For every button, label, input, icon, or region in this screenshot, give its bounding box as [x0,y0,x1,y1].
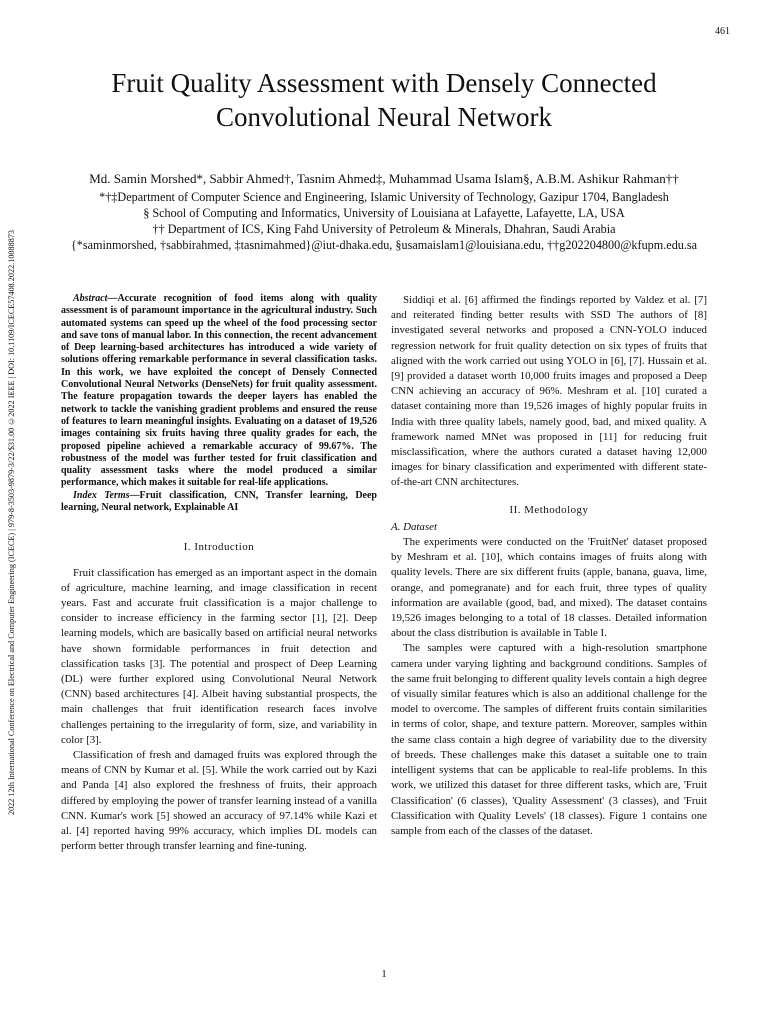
affiliation-2: § School of Computing and Informatics, University of Louisiana at Lafayette, Lafayette, LA, USA [143,206,625,220]
side-doi-identifier: 2022 12th International Conference on Electrical and Computer Engineering (ICECE) | 979-8-3503-9879-3/22/$31.00 ©2022 IEEE | DOI: 10.1109/ICECE57408.2022.10088873 [7,230,16,816]
abstract [61,293,377,490]
methodology-heading: II. Methodology [509,503,589,516]
related-work-paragraph: Siddiqi et al. [6] affirmed the findings reported by Valdez et al. [7] and reiterated finding better results with SSD The authors of [8] investigated several networks and proposed a CNN-YOLO induced regression network for fruit quality detection on six types of fruits that aligned with the work carried out using YOLO in [6], [7]. Hussain et al. [9] provided a dataset worth 10,000 fruits images and proposed a Deep CNN achieving an accuracy of 96%. Meshram et al. [10] curated a dataset containing more than 19,526 images of highly popular fruits in India with three quality labels, namely good, bad, and mixed quality. A framework named MNet was proposed in [11] for reducing fruit misclassification, where the authors curated a dataset having 12,000 images for binary classification and experimented with different state-of-the-art CNN architectures. [391,294,707,489]
abstract-label: Abstract [73,293,108,304]
intro-paragraph-2: Classification of fresh and damaged fruits was explored through the means of CNN by Kumar et al. [5]. While the work carried out by Kazi and Panda [4] also explored the freshness of fruits, their approach differed by employing the power of transfer learning instead of a vanilla CNN. Kumar's work [5] showed an accuracy of 97.14% while Kazi et al. [4] reported having 99% accuracy, which implies DL models can perform better through transfer learning and fine-tuning. [61,748,377,853]
index-terms-text: —Fruit classification, CNN, Transfer learning, Deep learning, Neural network, Explainable AI [61,489,377,514]
left-column [61,293,377,854]
author-emails: {*saminmorshed, †sabbirahmed, ‡tasnimahmed}@iut-dhaka.edu, §usamaislam1@louisiana.edu, ††g202204800@kfupm.edu.sa [70,238,698,252]
intro-heading: I. Introduction [183,541,255,554]
author-block [48,170,720,253]
dataset-subheading: A. Dataset [391,520,437,533]
abstract-text: —Accurate recognition of food items along with quality assessment is of paramount importance in the agricultural industry. Such automated systems can speed up the wheel of the food processing sector and save tons of manual labor. In this connection, the recent advancement of Deep learning-based architectures has introduced a wide variety of solutions offering remarkable performance in several classification tasks. In this work, we have exploited the concept of Densely Connected Convolutional Neural Networks (DenseNets) for fruit quality assessment. The feature propagation towards the deeper layers has enabled the network to tackle the vanishing gradient problems and ensured the reuse of features to learn meaningful insights. Evaluating on a dataset of 19,526 images containing six fruits having three quality grades for each, the proposed pipeline achieved a remarkable accuracy of 99.67%. The robustness of the model was further tested for fruit classification and quality assessment tasks where the model produced a similar performance, which makes it suitable for real-life applications. [61,293,377,489]
page-number-top: 461 [715,26,730,37]
author-names: Md. Samin Morshed*, Sabbir Ahmed†, Tasnim Ahmed‡, Muhammad Usama Islam§, A.B.M. Ashikur Rahman†† [89,171,679,186]
right-column [391,293,707,839]
page-number-bottom: 1 [381,968,387,980]
index-terms-label: Index Terms [73,489,130,501]
affiliation-1: *†‡Department of Computer Science and Engineering, Islamic University of Technology, Gazipur 1704, Bangladesh [99,190,669,204]
dataset-paragraph-1: The experiments were conducted on the 'FruitNet' dataset proposed by Meshram et al. [10], which contains images of fruits along with quality levels. There are six different fruits (apple, banana, guava, lime, orange, and pomegranate) and for each fruit, three types of quality information are available (good, bad, and mixed). The dataset contains 19,526 images belonging to a total of 18 classes. Detailed information about the class distribution is available in Table I. [391,536,707,640]
dataset-paragraph-2: The samples were captured with a high-resolution smartphone camera under varying lighting and background conditions. Samples of the same fruit belonging to different quality levels contain a high degree of visually similar features which is also an additional challenge for the model to overcome. The samples of different fruits contain similarities in terms of color, shape, and texture pattern. Moreover, samples within the same class contain a high degree of variability due to the diversity of breeds. These challenges make this dataset a suitable one to train intelligent systems that can be applicable to real-life problems. In this work, we utilized this dataset for three different tasks, which are, 'Fruit Classification' (6 classes), 'Quality Assessment' (3 classes), and 'Fruit Classification with Quality Levels' (18 classes). Figure 1 contains one sample from each of the classes of the dataset. [391,642,707,837]
affiliation-3: †† Department of ICS, King Fahd University of Petroleum & Minerals, Dhahran, Saudi Arabia [152,222,616,236]
index-terms [61,490,377,515]
intro-paragraph-1: Fruit classification has emerged as an important aspect in the domain of agriculture, machine learning, and image classification in recent years. Fast and accurate fruit classification is a major challenge to consider to increase efficiency in the farming sector [1], [2]. Deep learning models, which are basically based on artificial neural networks have shown formidable performances in fruit detection and classification tasks [3]. The potential and prospect of Deep Learning (DL) were further explored using Convolutional Neural Network (CNN) based architectures [4]. Albeit having substantial prospects, the main challenges that fruit identification research faces involve challenges pertaining to the irregularity of form, size, and variability in color [3]. [61,566,377,746]
paper-title: Fruit Quality Assessment with Densely Connected Convolutional Neural Network [111,68,657,132]
